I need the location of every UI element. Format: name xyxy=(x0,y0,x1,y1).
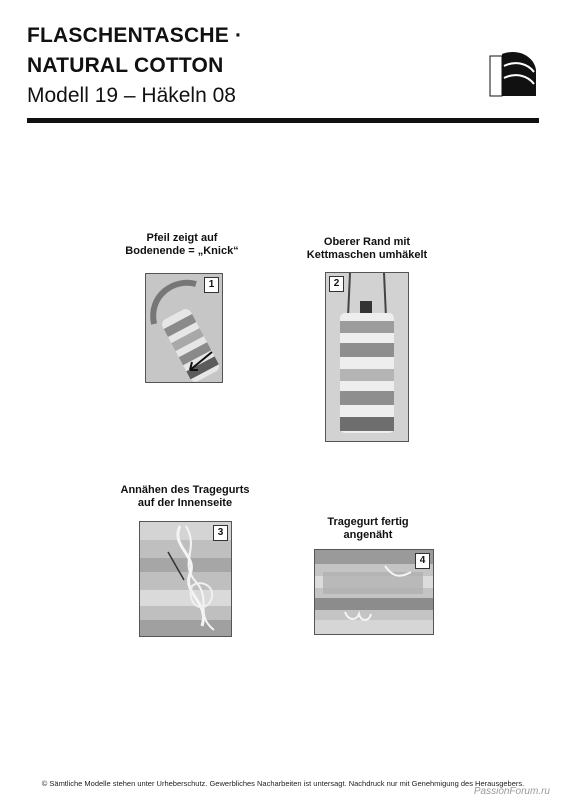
page-title-line1: FLASCHENTASCHE · xyxy=(27,24,243,47)
brand-logo xyxy=(488,46,538,104)
photo-number-4: 4 xyxy=(415,553,430,569)
page-title-line2: NATURAL COTTON xyxy=(27,54,224,77)
caption-photo-3: Annähen des Tragegurts auf der Innenseite xyxy=(120,484,250,509)
photo-number-3: 3 xyxy=(213,525,228,541)
page-subtitle: Modell 19 – Häkeln 08 xyxy=(27,84,236,107)
header-rule xyxy=(27,118,539,123)
photo-1 xyxy=(145,273,223,383)
photo-number-1: 1 xyxy=(204,277,219,293)
caption-photo-1: Pfeil zeigt auf Bodenende = „Knick“ xyxy=(125,232,239,257)
copyright-footer: © Sämtliche Modelle stehen unter Urheberschutz. Gewerbliches Nacharbeiten ist untersagt. Nachdruck nur mit Genehmigung des Herausgebers. xyxy=(41,779,525,788)
caption-photo-4: Tragegurt fertig angenäht xyxy=(327,516,409,541)
caption-photo-2: Oberer Rand mit Kettmaschen umhäkelt xyxy=(306,236,428,261)
photo-number-2: 2 xyxy=(329,276,344,292)
logo-icon xyxy=(488,46,538,104)
photo-2 xyxy=(325,272,409,442)
photo-4 xyxy=(314,549,434,635)
photo-3 xyxy=(139,521,232,637)
watermark: PassionForum.ru xyxy=(473,786,550,797)
